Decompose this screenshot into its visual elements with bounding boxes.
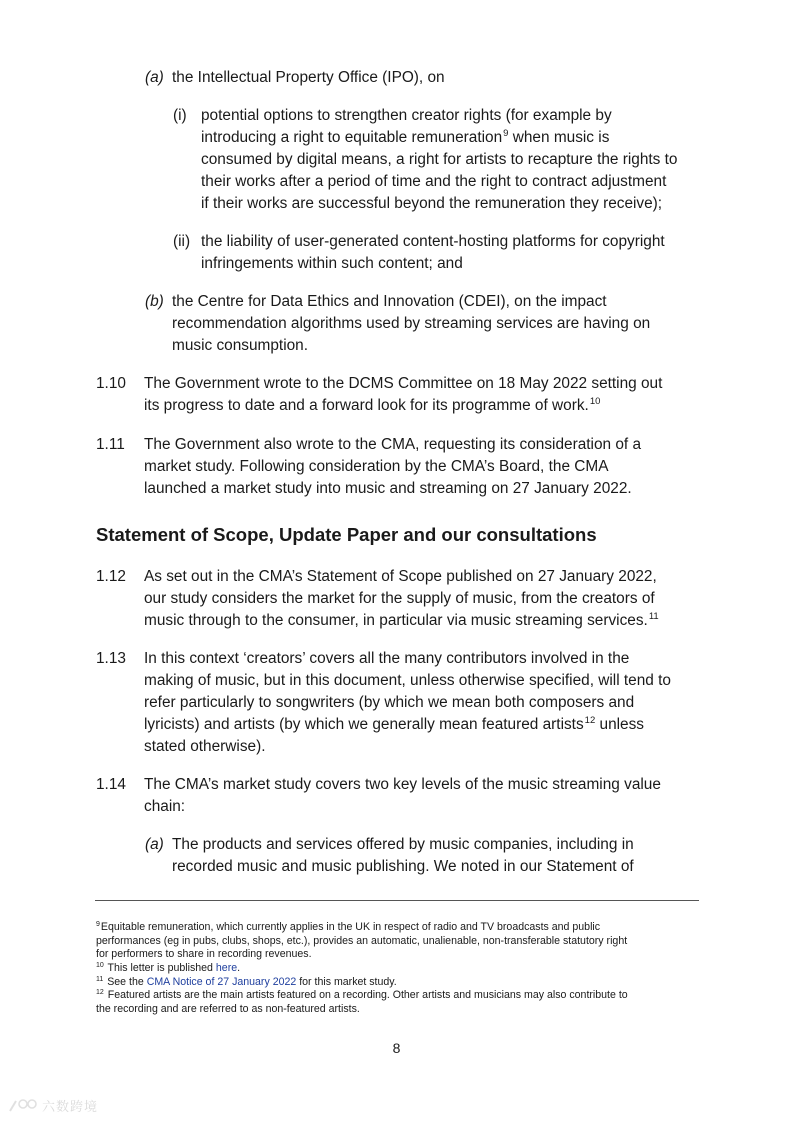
item-b-text: the Centre for Data Ethics and Innovation (CDEI), on the impact recommendation algorithms used by streaming services are having on music consumption. bbox=[172, 293, 651, 354]
paragraph-1-14: The CMA’s market study covers two key levels of the music streaming value chain: bbox=[144, 776, 661, 815]
paragraph-1-12: As set out in the CMA’s Statement of Scope published on 27 January 2022, our study considers the market for the supply of music, from the creators of music through to the consumer, in particular via music streaming services.$^{11}$ bbox=[144, 568, 659, 629]
footnote-11: $^{11}$ See the CMA Notice of 27 January 2022 for this market study. bbox=[96, 976, 397, 988]
footnote-10: $^{10}$ This letter is published here. bbox=[96, 962, 241, 974]
item-label-a: (a) bbox=[145, 69, 164, 86]
watermark-logo-icon bbox=[8, 1097, 38, 1115]
item-label-ii: (ii) bbox=[173, 233, 191, 250]
footnote-ref-10[interactable]: 10 bbox=[589, 396, 601, 407]
paragraph-number-1-12: 1.12 bbox=[96, 568, 126, 585]
paragraph-number-1-14: 1.14 bbox=[96, 776, 126, 793]
paragraph-1-13: In this context ‘creators’ covers all the many contributors involved in the making of music, but in this document, unless otherwise specified, will tend to refer particularly to songwriters (by which we mean both composers and lyricists) and artists (by which we generally mean featured artists$^{12}$ unless stated otherwise). bbox=[144, 650, 671, 755]
footnote-ref-9[interactable]: 9 bbox=[503, 128, 509, 139]
paragraph-number-1-13: 1.13 bbox=[96, 650, 126, 667]
footnote-9: $^9$Equitable remuneration, which currently applies in the UK in respect of radio and TV broadcasts and public performances (eg in pubs, clubs, shops, etc.), provides an automatic, unalienable, non-transferable statutory right for performers to share in recording revenues. bbox=[96, 921, 628, 960]
cma-notice-link[interactable]: CMA Notice of 27 January 2022 bbox=[146, 976, 297, 988]
item-label-i: (i) bbox=[173, 107, 187, 124]
watermark-text: 六数跨境 bbox=[42, 1100, 99, 1115]
item-label-a2: (a) bbox=[145, 836, 164, 853]
paragraph-1-10: The Government wrote to the DCMS Committee on 18 May 2022 setting out its progress to date and a forward look for its programme of work.$^{10}$ bbox=[144, 375, 663, 414]
item-i-text: potential options to strengthen creator rights (for example by introducing a right to equitable remuneration$^9$ when music is consumed by digital means, a right for artists to recapture the rights to their works after a period of time and the right to contract adjustment if their works are successful beyond the remuneration they receive); bbox=[201, 107, 678, 212]
item-ii-text: the liability of user-generated content-hosting platforms for copyright infringements within such content; and bbox=[201, 233, 665, 272]
paragraph-number-1-10: 1.10 bbox=[96, 375, 126, 392]
section-heading: Statement of Scope, Update Paper and our consultations bbox=[96, 524, 597, 545]
footnote-divider bbox=[95, 900, 699, 901]
paragraph-1-11: The Government also wrote to the CMA, requesting its consideration of a market study. Following consideration by the CMA’s Board, the CMA launched a market study into music and streaming on 27 January 2022. bbox=[144, 436, 642, 497]
here-link[interactable]: here bbox=[215, 962, 238, 974]
footnote-ref-11[interactable]: 11 bbox=[648, 611, 659, 622]
page-number: 8 bbox=[392, 1040, 401, 1056]
footnote-ref-12[interactable]: 12 bbox=[584, 715, 596, 726]
footnote-12: $^{12}$ Featured artists are the main artists featured on a recording. Other artists and musicians may also contribute to the recording and are referred to as non-featured artists. bbox=[96, 989, 628, 1015]
paragraph-number-1-11: 1.11 bbox=[96, 436, 125, 453]
item-a2-text: The products and services offered by music companies, including in recorded music and music publishing. We noted in our Statement of bbox=[172, 836, 634, 875]
item-a-text: the Intellectual Property Office (IPO), on bbox=[172, 69, 445, 86]
item-label-b: (b) bbox=[145, 293, 164, 310]
watermark bbox=[8, 1096, 98, 1115]
